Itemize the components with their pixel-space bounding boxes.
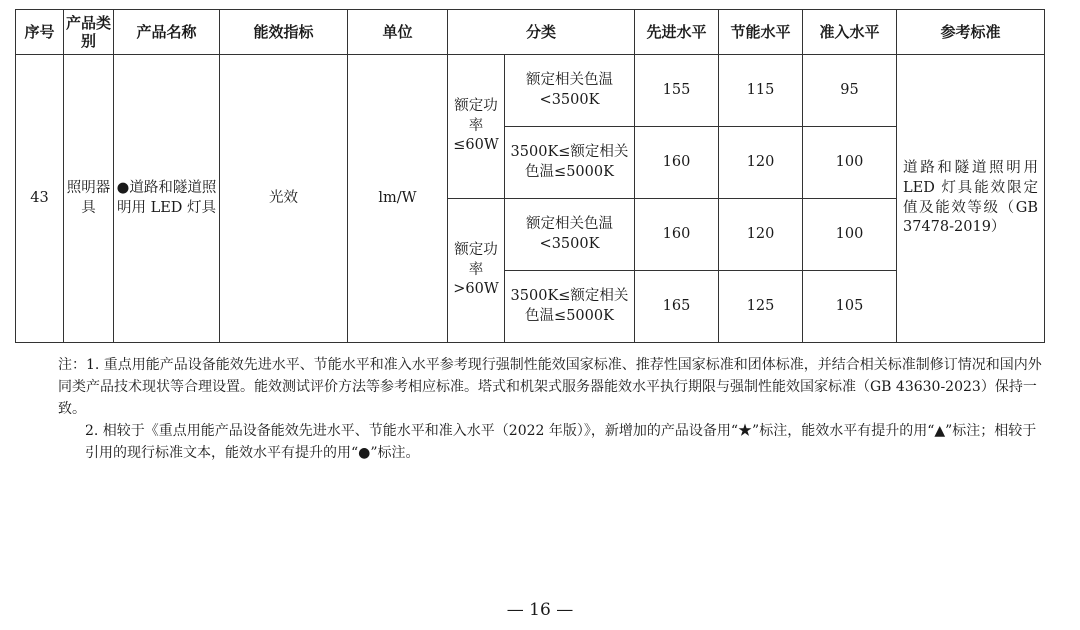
header-row xyxy=(16,10,1045,55)
header-name: 产品名称 xyxy=(114,10,220,55)
cell-color-temp: 额定相关色温<3500K xyxy=(505,199,635,271)
header-saving: 节能水平 xyxy=(719,10,803,55)
cell-color-temp: 额定相关色温<3500K xyxy=(505,55,635,127)
cell-saving: 125 xyxy=(719,271,803,343)
cell-seq: 43 xyxy=(16,55,64,343)
footnotes xyxy=(58,354,1048,464)
header-indicator: 能效指标 xyxy=(220,10,348,55)
cell-access: 100 xyxy=(803,127,897,199)
header-classification: 分类 xyxy=(448,10,635,55)
table-row xyxy=(16,55,1045,127)
header-category: 产品类别 xyxy=(64,10,114,55)
header-unit: 单位 xyxy=(348,10,448,55)
cell-advanced: 165 xyxy=(635,271,719,343)
efficiency-table xyxy=(15,9,1045,343)
page-number: — 16 — xyxy=(506,600,574,620)
cell-power-group: 额定功率>60W xyxy=(448,199,505,343)
cell-advanced: 155 xyxy=(635,55,719,127)
footnote-2: 2. 相较于《重点用能产品设备能效先进水平、节能水平和准入水平（2022 年版）》，新增加的产品设备用“★”标注，能效水平有提升的用“▲”标注；相较于引用的现行标准文本，能效水平有提升的用“●”标注。 xyxy=(85,423,1037,461)
cell-saving: 120 xyxy=(719,127,803,199)
cell-color-temp: 3500K≤额定相关色温≤5000K xyxy=(505,127,635,199)
cell-access: 95 xyxy=(803,55,897,127)
header-advanced: 先进水平 xyxy=(635,10,719,55)
cell-access: 105 xyxy=(803,271,897,343)
cell-unit: lm/W xyxy=(348,55,448,343)
cell-advanced: 160 xyxy=(635,127,719,199)
cell-advanced: 160 xyxy=(635,199,719,271)
cell-name: ●道路和隧道照明用 LED 灯具 xyxy=(114,55,220,343)
header-reference: 参考标准 xyxy=(897,10,1045,55)
cell-reference: 道路和隧道照明用 LED 灯具能效限定值及能效等级（GB 37478-2019） xyxy=(897,55,1045,343)
footnote-1: 注：1. 重点用能产品设备能效先进水平、节能水平和准入水平参考现行强制性能效国家标准、推荐性国家标准和团体标准，并结合相关标准制修订情况和国内外同类产品技术现状等合理设置。能效测试评价方法等参考相应标准。塔式和机架式服务器能效水平执行期限与强制性能效国家标准（GB 43630-2023）保持一致。 xyxy=(58,357,1042,417)
header-access: 准入水平 xyxy=(803,10,897,55)
cell-color-temp: 3500K≤额定相关色温≤5000K xyxy=(505,271,635,343)
cell-indicator: 光效 xyxy=(220,55,348,343)
cell-category: 照明器具 xyxy=(64,55,114,343)
cell-saving: 120 xyxy=(719,199,803,271)
cell-power-group: 额定功率≤60W xyxy=(448,55,505,199)
cell-saving: 115 xyxy=(719,55,803,127)
header-seq: 序号 xyxy=(16,10,64,55)
cell-access: 100 xyxy=(803,199,897,271)
